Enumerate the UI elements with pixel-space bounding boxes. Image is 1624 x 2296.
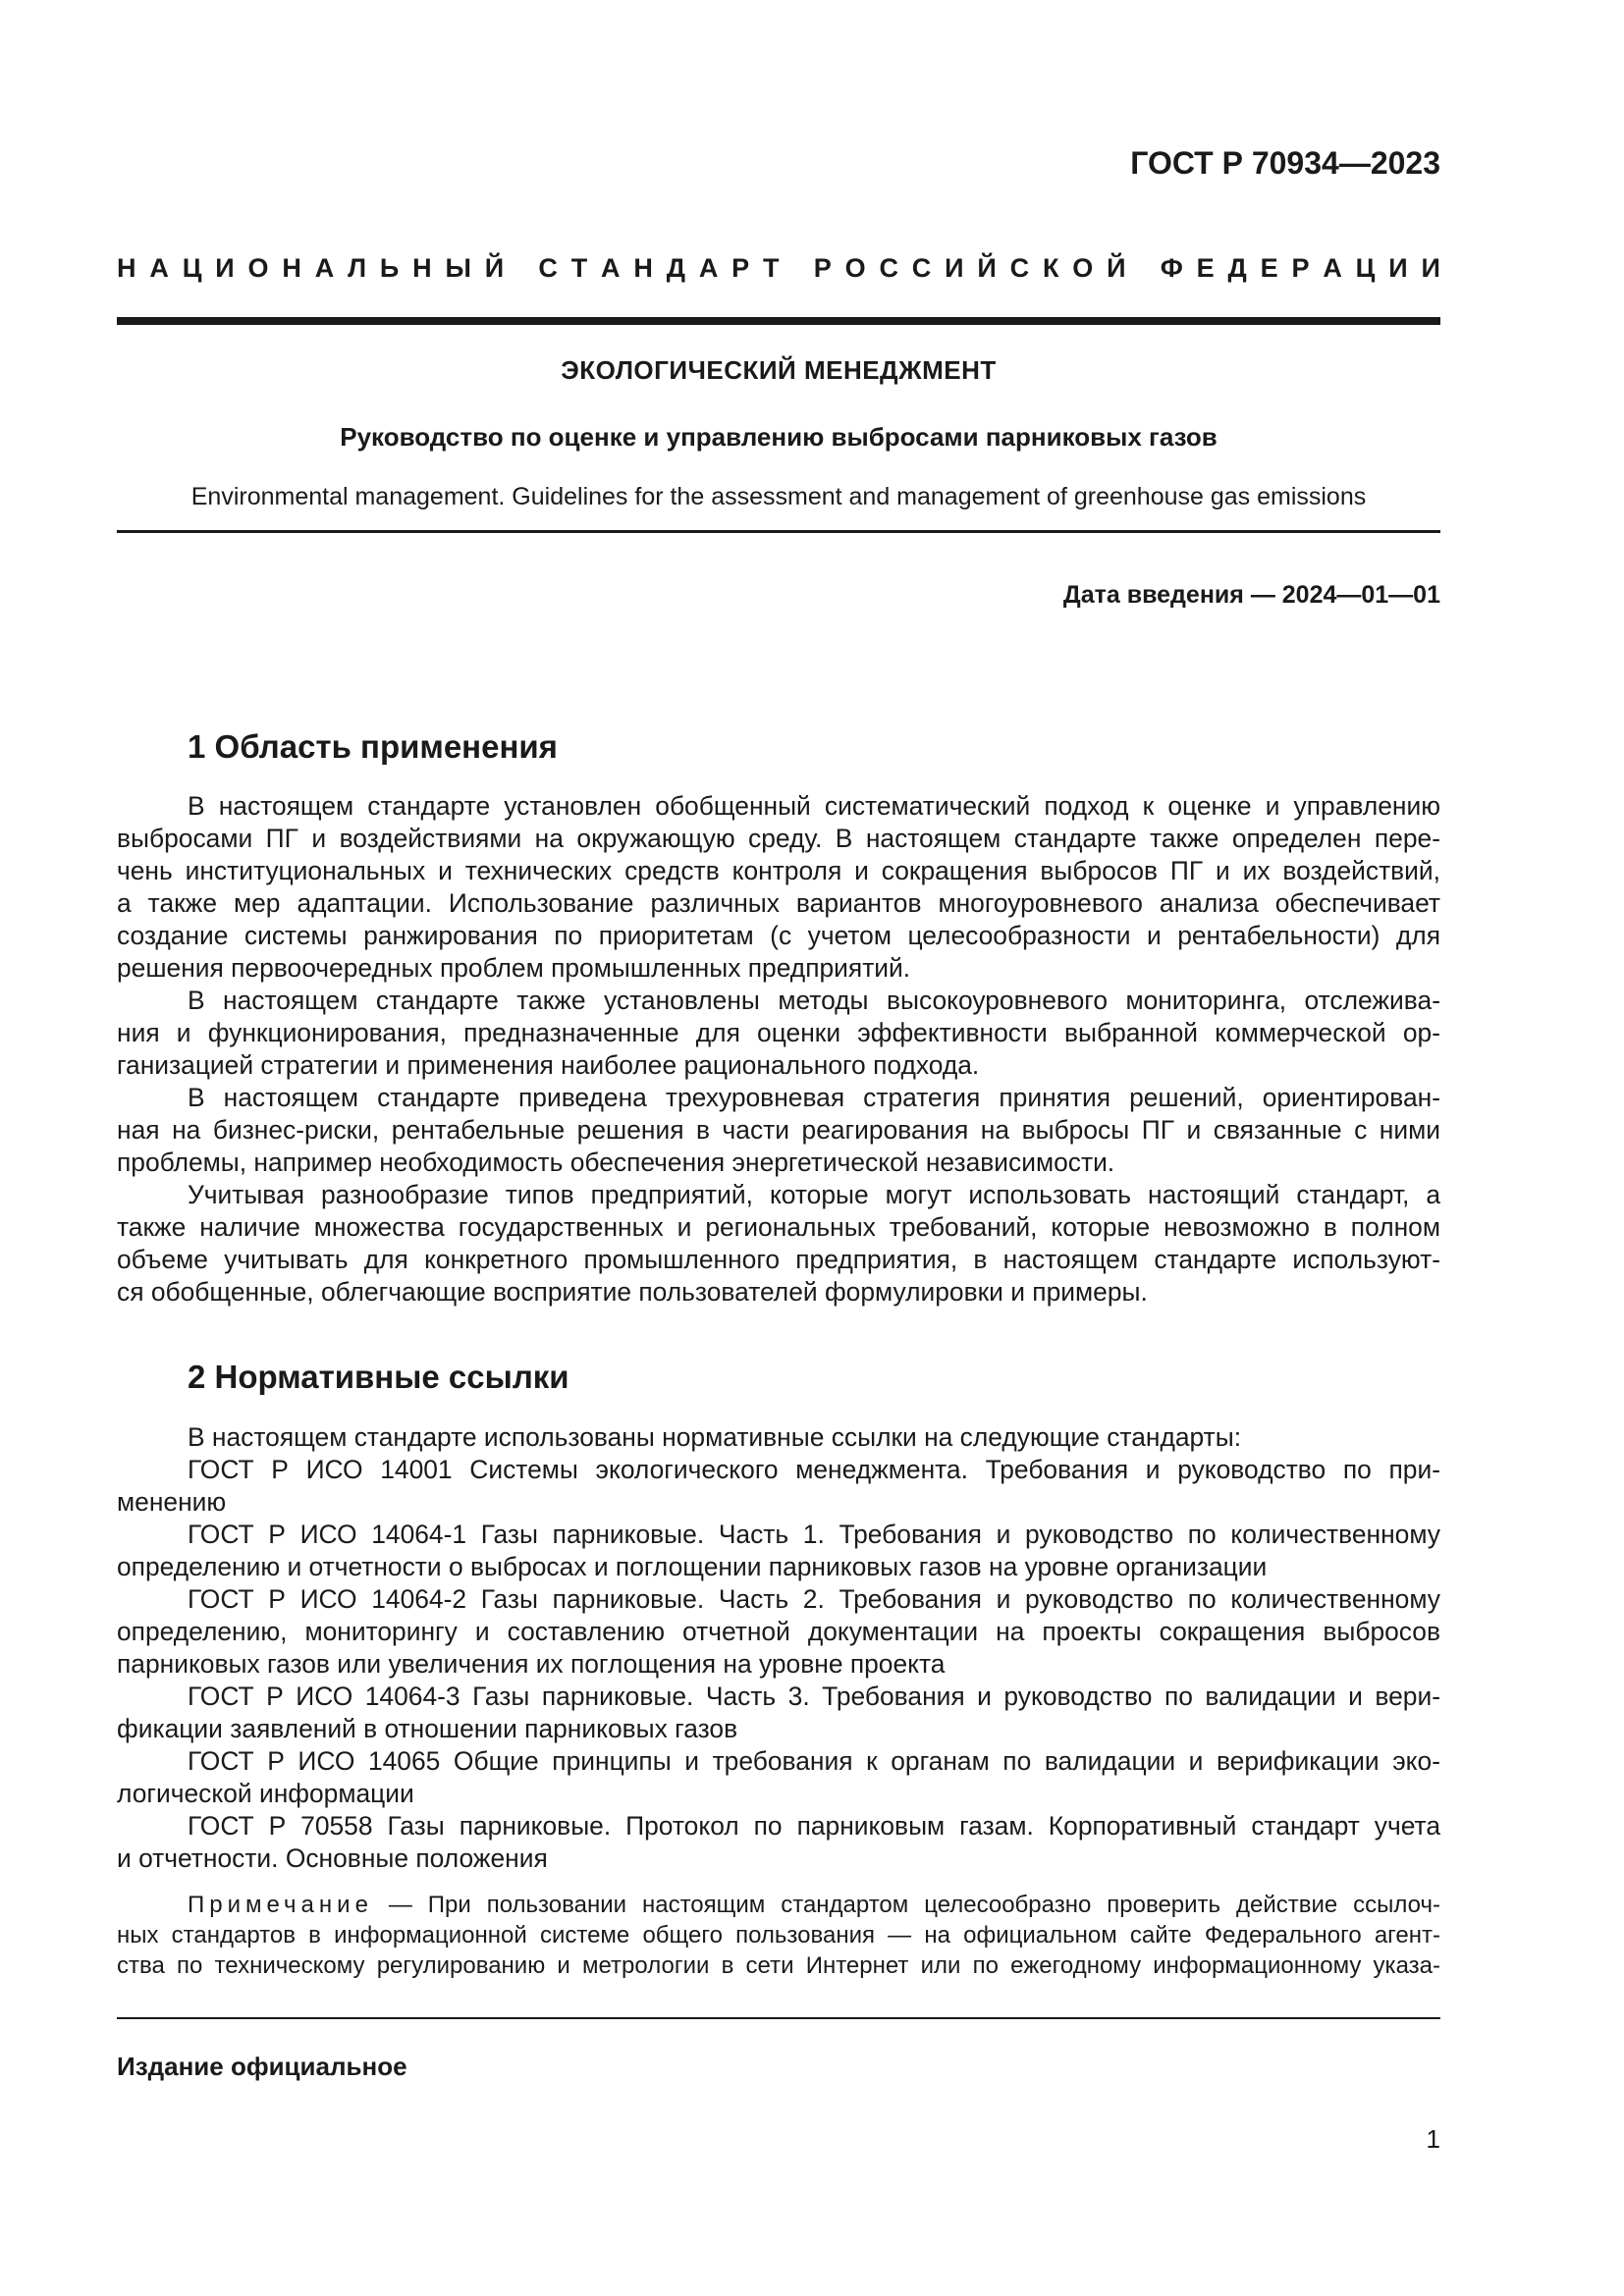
text-line: ния и функционирования, предназначенные для оценки эффективности выбранной коммерческой ор- — [117, 1018, 1440, 1047]
header-rule — [117, 317, 1440, 325]
banner-letter: Ц — [1355, 253, 1376, 283]
text-line: а также мер адаптации. Использование различных вариантов многоуровневого анализа обеспечивает — [117, 888, 1440, 918]
banner-letter — [517, 253, 525, 284]
document-title: ЭКОЛОГИЧЕСКИЙ МЕНЕДЖМЕНТ — [561, 355, 997, 385]
section-1-heading: 1 Область применения — [188, 728, 558, 765]
banner-letter: Д — [1227, 253, 1247, 283]
text-line: ганизацией стратегии и применения наиболее рационального подхода. — [117, 1050, 980, 1080]
banner-letter: С — [879, 253, 898, 283]
text-line: ства по техническому регулированию и метрологии в сети Интернет или по ежегодному информационному указа- — [117, 1952, 1440, 1979]
banner-letter: Ц — [182, 253, 202, 283]
text-line: В настоящем стандарте установлен обобщенный систематический подход к оценке и управлению — [188, 791, 1440, 821]
official-edition-label: Издание официальное — [117, 2052, 407, 2081]
document-subtitle: Руководство по оценке и управлению выбросами парниковых газов — [340, 422, 1218, 452]
reference-gost-iso-14064-3 — [117, 1681, 1440, 1745]
text-line: В настоящем стандарте также установлены методы высокоуровневого мониторинга, отслежива- — [188, 986, 1440, 1015]
text-line: ГОСТ Р ИСО 14065 Общие принципы и требования к органам по валидации и верификации эко- — [188, 1746, 1440, 1776]
banner-letter: Й — [1107, 253, 1126, 283]
text-line: Учитывая разнообразие типов предприятий, которые могут использовать настоящий стандарт, а — [188, 1180, 1440, 1209]
banner-letter: И — [1388, 253, 1408, 283]
national-standard-banner — [117, 253, 1440, 284]
text-line: ГОСТ Р 70558 Газы парниковые. Протокол по парниковым газам. Корпоративный стандарт учета — [188, 1811, 1440, 1841]
text-line: фикации заявлений в отношении парниковых газов — [117, 1714, 738, 1743]
banner-letter: Н — [412, 253, 432, 283]
banner-letter: К — [1042, 253, 1059, 283]
text-line: В настоящем стандарте приведена трехуровневая стратегия принятия решений, ориентирован- — [188, 1083, 1440, 1112]
text-line: проблемы, например необходимость обеспечения энергетической независимости. — [117, 1148, 1115, 1177]
banner-letter: Т — [570, 253, 588, 283]
banner-letter: Н — [117, 253, 136, 283]
text-line: решения первоочередных проблем промышленных предприятий. — [117, 953, 911, 983]
reference-gost-iso-14064-1 — [117, 1519, 1440, 1583]
text-line: выбросами ПГ и воздействиями на окружающую среду. В настоящем стандарте также определен пере- — [117, 824, 1440, 853]
banner-letter: С — [538, 253, 558, 283]
document-title-english: Environmental management. Guidelines for the assessment and management of greenhouse gas emissions — [190, 483, 1367, 510]
banner-letter: Й — [484, 253, 505, 283]
banner-letter: Ы — [445, 253, 471, 283]
references-note — [117, 1890, 1440, 1981]
reference-gost-iso-14065 — [117, 1745, 1440, 1810]
section-1-paragraph-2 — [117, 985, 1440, 1082]
banner-letter: А — [314, 253, 335, 283]
banner-letter — [1139, 253, 1147, 284]
banner-letter: И — [215, 253, 235, 283]
text-line: В настоящем стандарте использованы нормативные ссылки на следующие стандарты: — [188, 1422, 1242, 1452]
banner-letter: С — [1009, 253, 1030, 283]
banner-letter: Н — [633, 253, 653, 283]
text-line: ных стандартов в информационной системе общего пользования — на официальном сайте Федерального агент- — [117, 1922, 1440, 1949]
banner-letter: Р — [813, 253, 832, 283]
text-line: ся обобщенные, облегчающие восприятие пользователей формулировки и примеры. — [117, 1277, 1148, 1307]
text-line: логической информации — [117, 1779, 414, 1808]
banner-letter: И — [1421, 253, 1440, 283]
banner-letter: Е — [1260, 253, 1278, 283]
text-line: создание системы ранжирования по приоритетам (с учетом целесообразности и рентабельности) для — [117, 921, 1440, 950]
banner-letter: Р — [1291, 253, 1310, 283]
text-line: объеме учитывать для конкретного промышленного предприятия, в настоящем стандарте используют- — [117, 1245, 1440, 1274]
text-line: определению, мониторингу и составлению отчетной документации на проекты сокращения выбросов — [117, 1617, 1440, 1646]
banner-letter: Л — [348, 253, 367, 283]
section-2-intro — [117, 1421, 1440, 1454]
banner-letter: Е — [1196, 253, 1215, 283]
banner-letter: А — [149, 253, 169, 283]
banner-letter: Р — [731, 253, 750, 283]
banner-letter: А — [601, 253, 621, 283]
section-1-paragraph-1 — [117, 790, 1440, 985]
text-line: чень институциональных и технических средств контроля и сокращения выбросов ПГ и их воздействий, — [117, 856, 1440, 885]
text-line: парниковых газов или увеличения их поглощения на уровне проекта — [117, 1649, 946, 1679]
banner-letter: Д — [666, 253, 685, 283]
banner-letter: А — [698, 253, 719, 283]
text-line: менению — [117, 1487, 227, 1517]
banner-letter: Т — [763, 253, 780, 283]
banner-letter: О — [844, 253, 866, 283]
section-1-paragraph-4 — [117, 1179, 1440, 1308]
document-number: ГОСТ Р 70934—2023 — [1130, 145, 1440, 181]
banner-letter: А — [1323, 253, 1342, 283]
section-2-heading: 2 Нормативные ссылки — [188, 1359, 569, 1395]
banner-letter: Н — [282, 253, 301, 283]
page-number: 1 — [1426, 2124, 1440, 2154]
banner-letter: Ф — [1160, 253, 1183, 283]
note-text: — При пользовании настоящим стандартом целесообразно проверить действие ссылоч- — [372, 1892, 1440, 1918]
reference-gost-iso-14064-2 — [117, 1583, 1440, 1681]
text-line: также наличие множества государственных и региональных требований, которые невозможно в полном — [117, 1212, 1440, 1242]
banner-letter — [792, 253, 800, 284]
banner-letter: О — [1072, 253, 1094, 283]
banner-letter: Ь — [379, 253, 400, 283]
text-line: определению и отчетности о выбросах и поглощении парниковых газов на уровне организации — [117, 1552, 1268, 1581]
banner-letter: С — [911, 253, 932, 283]
footer-rule — [117, 2017, 1440, 2019]
text-line: ГОСТ Р ИСО 14064-3 Газы парниковые. Часть 3. Требования и руководство по валидации и вери- — [188, 1682, 1440, 1711]
introduction-date: Дата введения — 2024—01—01 — [1062, 581, 1440, 609]
section-1-paragraph-3 — [117, 1082, 1440, 1179]
text-line: и отчетности. Основные положения — [117, 1843, 548, 1873]
banner-letter: О — [247, 253, 269, 283]
reference-gost-r-70558 — [117, 1810, 1440, 1875]
title-rule — [117, 530, 1440, 533]
text-line — [117, 1890, 1440, 1920]
note-label: Примечание — [188, 1892, 373, 1918]
text-line: ная на бизнес-риски, рентабельные решения в части реагирования на выбросы ПГ и связанные с ними — [117, 1115, 1440, 1145]
reference-gost-iso-14001 — [117, 1454, 1440, 1519]
banner-letter: И — [945, 253, 964, 283]
text-line: ГОСТ Р ИСО 14064-1 Газы парниковые. Часть 1. Требования и руководство по количественному — [188, 1520, 1440, 1549]
text-line: ГОСТ Р ИСО 14064-2 Газы парниковые. Часть 2. Требования и руководство по количественному — [188, 1584, 1440, 1614]
text-line: ГОСТ Р ИСО 14001 Системы экологического менеджмента. Требования и руководство по при- — [188, 1455, 1440, 1484]
banner-letter: Й — [977, 253, 997, 283]
